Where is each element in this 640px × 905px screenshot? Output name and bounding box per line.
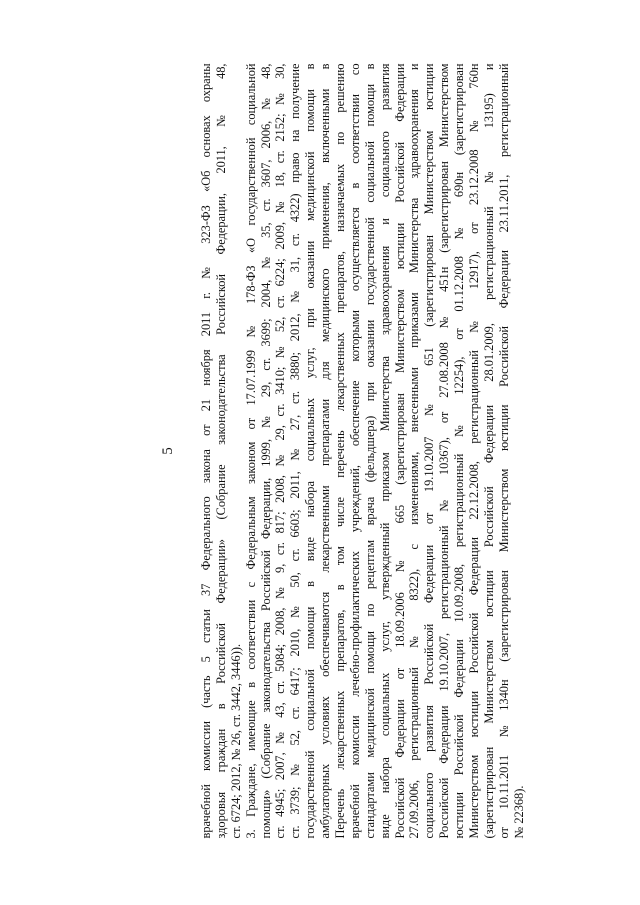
page-number: 5 [160, 446, 176, 455]
text-line: амбулаторных условиях обеспечиваются лекарственными препаратами для медицинского применения, включенными в [318, 63, 333, 838]
rotated-text-block [160, 45, 526, 860]
text-line: Российской Федерации 19.10.2007, регистрационный № 10367), от 27.08.2008 № 451н (зарегистрирован Министерством [437, 63, 452, 838]
text-line: 3. Граждане, имеющие в соответствии с Федеральным законом от 17.07.1999 № 178-ФЗ «О государственной социальной [243, 63, 258, 838]
text-line: ст. 6724; 2012, № 26, ст. 3442, 3446)). [228, 643, 243, 838]
text-line: государственной социальной помощи в виде набора социальных услуг, при оказании медицинской помощи в [303, 63, 318, 838]
text-line: врачебной комиссии (часть 5 статьи 37 Федерального закона от 21 ноября 2011 г. № 323-ФЗ «Об основах охраны [199, 63, 213, 838]
text-line: ст. 3739; № 52, ст. 6417; 2010, № 50, ст. 6603; 2011, № 27, ст. 3880; 2012, № 31, ст. 4322) право на получение [288, 63, 303, 838]
text-line: № 22368). [511, 785, 526, 838]
text-line: Министерством юстиции Российской Федерации 22.12.2008, регистрационный № 12917), от 23.12.2008 № 760н [467, 63, 482, 838]
text-line: стандартами медицинской помощи по рецептам врача (фельдшера) при оказании государственной социальной помощи в [362, 63, 377, 838]
text-line: Перечень лекарственных препаратов, в том числе перечень лекарственных препаратов, назначаемых по решению [333, 63, 348, 838]
text-line: помощи» (Собрание законодательства Российской Федерации, 1999, № 29, ст. 3699; 2004, № 35, ст. 3607, 2006, № 48, [258, 63, 273, 838]
text-line: 27.09.2006, регистрационный № 8322), с изменениями, внесенными приказами Министерства здравоохранения и [407, 63, 422, 838]
text-line: (зарегистрирован Министерством юстиции Российской Федерации 28.01.2009, регистрационный № 13195) и [481, 63, 496, 838]
text-line: виде набора социальных услуг, утвержденный приказом Министерства здравоохранения и социального развития [377, 63, 392, 838]
text-line: социального развития Российской Федерации от 19.10.2007 № 651 (зарегистрирован Министерством юстиции [422, 63, 437, 838]
text-line: врачебной комиссии лечебно-профилактических учреждений, обеспечение которыми осуществляется в соответствии со [347, 63, 362, 838]
text-line: от 10.11.2011 №1340н (зарегистрирован Министерством юстиции Российской Федерации 23.11.2011, регистрационный [496, 63, 511, 838]
text-line: ст. 4945; 2007, № 43, ст. 5084; 2008, № 9, ст. 817; 2008, № 29, ст. 3410; № 52, ст. 6224; 2009, № 18, ст. 2152; № 30, [273, 63, 288, 838]
text-line: Российской Федерации от 18.09.2006 № 665 (зарегистрирован Министерством юстиции Российской Федерации [392, 63, 407, 838]
text-line: юстиции Российской Федерации 10.09.2008, регистрационный № 12254), от 01.12.2008 № 690н (зарегистрирован [452, 63, 467, 838]
body-text [199, 63, 527, 838]
text-line: здоровья граждан в Российской Федерации» (Собрание законодательства Российской Федерации, 2011, № 48, [213, 63, 228, 838]
